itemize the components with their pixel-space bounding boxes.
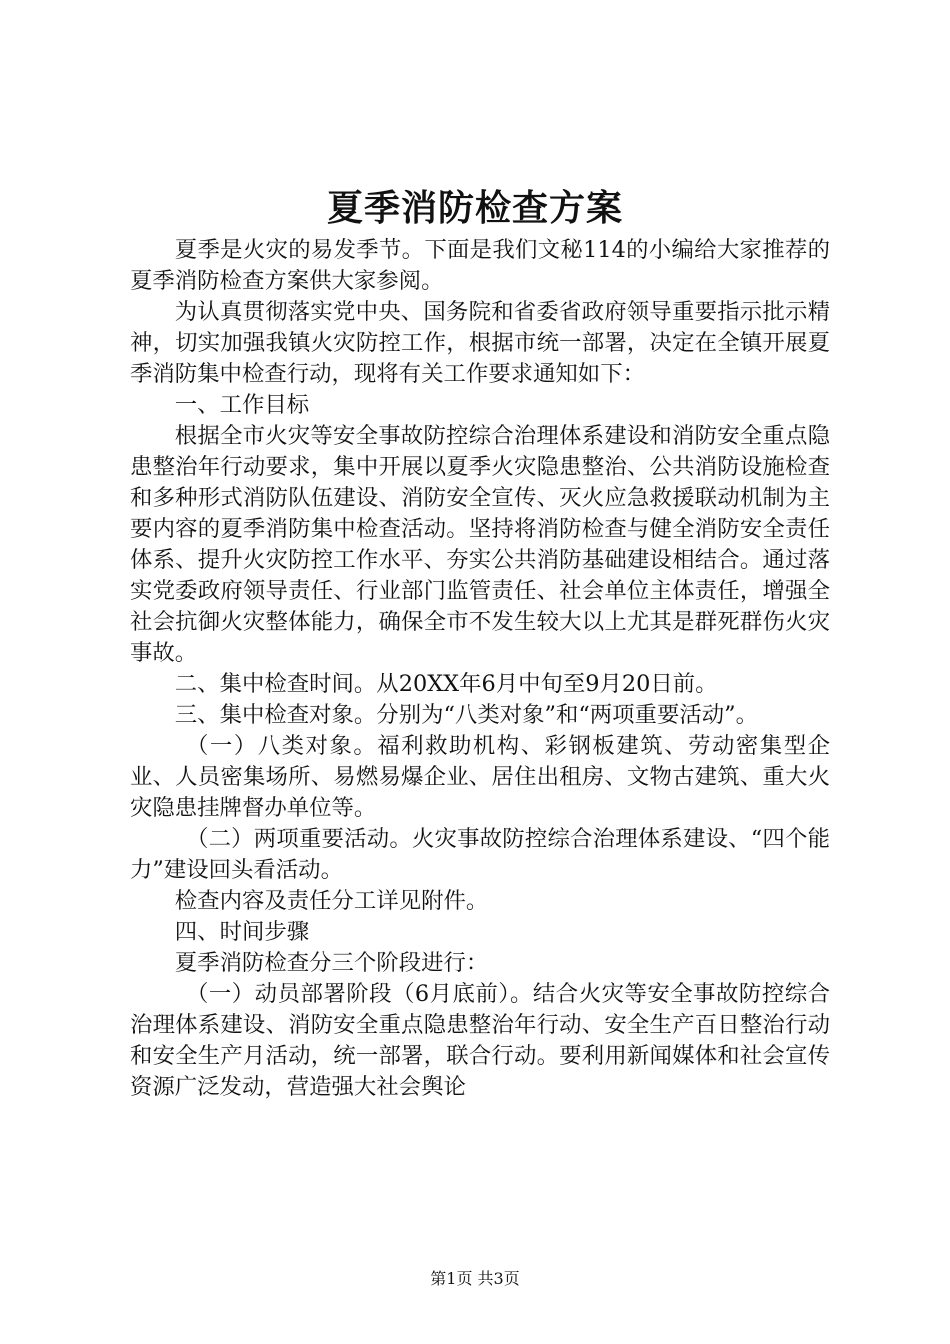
paragraph-two-activities: （二）两项重要活动。火灾事故防控综合治理体系建设、“四个能力”建设回头看活动。: [130, 826, 830, 883]
paragraph-intro: 夏季是火灾的易发季节。下面是我们文秘114的小编给大家推荐的夏季消防检查方案供大家参阅。: [130, 237, 830, 294]
paragraph-stage-one: （一）动员部署阶段（6月底前）。结合火灾等安全事故防控综合治理体系建设、消防安全重点隐患整治年行动、安全生产百日整治行动和安全生产月活动，统一部署，联合行动。要利用新闻媒体和社会宣传资源广泛发动，营造强大社会舆论: [130, 981, 830, 1100]
heading-work-goal: 一、工作目标: [174, 392, 310, 418]
paragraph-three-stages: 夏季消防检查分三个阶段进行：: [174, 950, 489, 976]
document-body: [130, 235, 830, 1103]
paragraph-inspection-time: 二、集中检查时间。从20XX年6月中旬至9月20日前。: [174, 671, 718, 697]
paragraph-inspection-targets: 三、集中检查对象。分别为“八类对象”和“两项重要活动”。: [174, 702, 758, 728]
document-title: 夏季消防检查方案: [326, 187, 623, 229]
page-footer: 第1页 共3页: [430, 1269, 520, 1288]
paragraph-eight-targets: （一）八类对象。福利救助机构、彩钢板建筑、劳动密集型企业、人员密集场所、易燃易爆企业、居住出租房、文物古建筑、重大火灾隐患挂牌督办单位等。: [130, 733, 830, 821]
heading-time-steps: 四、时间步骤: [174, 919, 310, 945]
paragraph-work-goal: 根据全市火灾等安全事故防控综合治理体系建设和消防安全重点隐患整治年行动要求，集中开展以夏季火灾隐患整治、公共消防设施检查和多种形式消防队伍建设、消防安全宣传、灭火应急救援联动机制为主要内容的夏季消防集中检查活动。坚持将消防检查与健全消防安全责任体系、提升火灾防控工作水平、夯实公共消防基础建设相结合。通过落实党委政府领导责任、行业部门监管责任、社会单位主体责任，增强全社会抗御火灾整体能力，确保全市不发生较大以上尤其是群死群伤火灾事故。: [130, 423, 830, 666]
paragraph-notice: 为认真贯彻落实党中央、国务院和省委省政府领导重要指示批示精神，切实加强我镇火灾防控工作，根据市统一部署，决定在全镇开展夏季消防集中检查行动，现将有关工作要求通知如下：: [130, 299, 830, 387]
paragraph-attachment-note: 检查内容及责任分工详见附件。: [174, 888, 489, 914]
